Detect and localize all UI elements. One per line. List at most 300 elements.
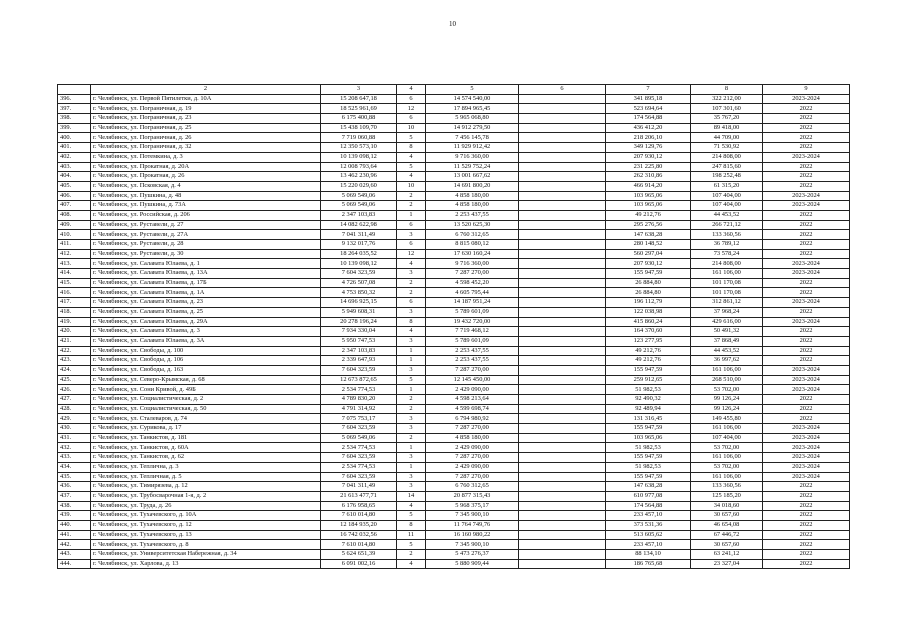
row-number: 431. xyxy=(58,433,91,443)
cost-cell-8: 125 185,20 xyxy=(691,491,763,501)
count-cell: 4 xyxy=(397,259,426,269)
cost-cell-7: 436 412,20 xyxy=(606,123,691,133)
cost-cell-8: 107 404,00 xyxy=(691,191,763,201)
period-cell: 2023-2024 xyxy=(763,201,850,211)
address-cell: г. Челябинск, ул. Тухачевского, д. 13 xyxy=(91,530,321,540)
cost-cell-8: 46 654,08 xyxy=(691,520,763,530)
cost-cell-5: 2 429 090,00 xyxy=(426,385,519,395)
period-cell: 2023-2024 xyxy=(763,317,850,327)
count-cell: 1 xyxy=(397,385,426,395)
total-cost-cell: 7 041 311,49 xyxy=(321,482,397,492)
total-cost-cell: 6 176 958,65 xyxy=(321,501,397,511)
cost-cell-6 xyxy=(519,152,606,162)
header-cell xyxy=(58,85,91,95)
table-row xyxy=(58,152,850,162)
address-cell: г. Челябинск, ул. Теплична, д. 3 xyxy=(91,462,321,472)
count-cell: 3 xyxy=(397,424,426,434)
total-cost-cell: 7 604 323,59 xyxy=(321,472,397,482)
cost-cell-7: 218 206,10 xyxy=(606,133,691,143)
cost-cell-8: 73 578,24 xyxy=(691,249,763,259)
total-cost-cell: 2 347 103,83 xyxy=(321,210,397,220)
count-cell: 2 xyxy=(397,288,426,298)
row-number: 422. xyxy=(58,346,91,356)
cost-cell-7: 123 277,95 xyxy=(606,336,691,346)
total-cost-cell: 7 604 323,59 xyxy=(321,365,397,375)
cost-cell-6 xyxy=(519,278,606,288)
address-cell: г. Челябинск, ул. Сурикова, д. 17 xyxy=(91,424,321,434)
cost-cell-5: 7 287 270,00 xyxy=(426,269,519,279)
row-number: 419. xyxy=(58,317,91,327)
cost-cell-7: 49 212,76 xyxy=(606,356,691,366)
row-number: 399. xyxy=(58,123,91,133)
cost-cell-8: 37 968,24 xyxy=(691,307,763,317)
period-cell: 2022 xyxy=(763,395,850,405)
address-cell: г. Челябинск, ул. Танкистов, д. 181 xyxy=(91,433,321,443)
cost-cell-5: 2 429 090,00 xyxy=(426,462,519,472)
cost-cell-7: 295 276,56 xyxy=(606,220,691,230)
count-cell: 5 xyxy=(397,162,426,172)
total-cost-cell: 7 604 323,59 xyxy=(321,453,397,463)
cost-cell-6 xyxy=(519,172,606,182)
address-cell: г. Челябинск, ул. Трубосварочная 1-я, д. 2 xyxy=(91,491,321,501)
cost-cell-7: 147 638,28 xyxy=(606,230,691,240)
period-cell: 2023-2024 xyxy=(763,385,850,395)
cost-cell-8: 247 815,60 xyxy=(691,162,763,172)
count-cell: 2 xyxy=(397,395,426,405)
cost-cell-5: 5 789 601,09 xyxy=(426,336,519,346)
cost-cell-5: 5 968 375,17 xyxy=(426,501,519,511)
total-cost-cell: 15 220 029,60 xyxy=(321,181,397,191)
period-cell: 2022 xyxy=(763,530,850,540)
cost-cell-5: 11 529 752,24 xyxy=(426,162,519,172)
table-row xyxy=(58,520,850,530)
count-cell: 8 xyxy=(397,317,426,327)
cost-cell-6 xyxy=(519,288,606,298)
address-cell: г. Челябинск, ул. Пограничная, д. 32 xyxy=(91,143,321,153)
address-cell: г. Челябинск, ул. Пограничная, д. 23 xyxy=(91,114,321,124)
period-cell: 2023-2024 xyxy=(763,462,850,472)
table-row xyxy=(58,530,850,540)
cost-cell-8: 53 702,00 xyxy=(691,443,763,453)
cost-cell-5: 17 630 160,24 xyxy=(426,249,519,259)
row-number: 438. xyxy=(58,501,91,511)
period-cell: 2022 xyxy=(763,230,850,240)
count-cell: 6 xyxy=(397,240,426,250)
cost-cell-5: 2 253 437,55 xyxy=(426,210,519,220)
row-number: 402. xyxy=(58,152,91,162)
period-cell: 2022 xyxy=(763,133,850,143)
period-cell: 2022 xyxy=(763,336,850,346)
row-number: 397. xyxy=(58,104,91,114)
count-cell: 10 xyxy=(397,181,426,191)
row-number: 426. xyxy=(58,385,91,395)
row-number: 434. xyxy=(58,462,91,472)
table-row xyxy=(58,94,850,104)
cost-cell-6 xyxy=(519,94,606,104)
cost-cell-6 xyxy=(519,404,606,414)
cost-cell-5: 11 929 912,42 xyxy=(426,143,519,153)
cost-cell-7: 259 912,65 xyxy=(606,375,691,385)
cost-cell-6 xyxy=(519,269,606,279)
cost-cell-6 xyxy=(519,143,606,153)
table-row xyxy=(58,259,850,269)
address-cell: г. Челябинск, ул. Танкистов, д. 60А xyxy=(91,443,321,453)
table-row xyxy=(58,424,850,434)
cost-cell-6 xyxy=(519,133,606,143)
total-cost-cell: 7 604 323,59 xyxy=(321,269,397,279)
count-cell: 3 xyxy=(397,472,426,482)
cost-cell-6 xyxy=(519,443,606,453)
row-number: 440. xyxy=(58,520,91,530)
count-cell: 10 xyxy=(397,123,426,133)
total-cost-cell: 20 278 196,24 xyxy=(321,317,397,327)
period-cell: 2023-2024 xyxy=(763,259,850,269)
period-cell: 2023-2024 xyxy=(763,375,850,385)
cost-cell-7: 26 884,80 xyxy=(606,288,691,298)
row-number: 441. xyxy=(58,530,91,540)
count-cell: 6 xyxy=(397,220,426,230)
row-number: 415. xyxy=(58,278,91,288)
count-cell: 4 xyxy=(397,327,426,337)
address-cell: г. Челябинск, ул. Тепличная, д. 5 xyxy=(91,472,321,482)
total-cost-cell: 14 082 622,98 xyxy=(321,220,397,230)
cost-cell-7: 280 148,52 xyxy=(606,240,691,250)
row-number: 428. xyxy=(58,404,91,414)
count-cell: 3 xyxy=(397,414,426,424)
count-cell: 3 xyxy=(397,307,426,317)
address-cell: г. Челябинск, ул. Харлова, д. 13 xyxy=(91,559,321,569)
row-number: 404. xyxy=(58,172,91,182)
cost-cell-8: 35 767,20 xyxy=(691,114,763,124)
count-cell: 4 xyxy=(397,172,426,182)
cost-cell-8: 37 868,49 xyxy=(691,336,763,346)
table-row xyxy=(58,327,850,337)
cost-cell-7: 341 895,18 xyxy=(606,94,691,104)
header-cell: 6 xyxy=(519,85,606,95)
cost-cell-8: 133 360,56 xyxy=(691,230,763,240)
address-cell: г. Челябинск, ул. Прокатная, д. 26 xyxy=(91,172,321,182)
cost-cell-8: 198 252,48 xyxy=(691,172,763,182)
table-row xyxy=(58,162,850,172)
total-cost-cell: 13 462 230,96 xyxy=(321,172,397,182)
total-cost-cell: 7 719 060,88 xyxy=(321,133,397,143)
count-cell: 11 xyxy=(397,530,426,540)
count-cell: 4 xyxy=(397,501,426,511)
cost-cell-7: 164 370,60 xyxy=(606,327,691,337)
period-cell: 2023-2024 xyxy=(763,191,850,201)
cost-cell-6 xyxy=(519,501,606,511)
cost-cell-8: 44 453,52 xyxy=(691,346,763,356)
cost-cell-8: 30 657,60 xyxy=(691,540,763,550)
address-cell: г. Челябинск, ул. Пограничная, д. 19 xyxy=(91,104,321,114)
table-row xyxy=(58,511,850,521)
count-cell: 8 xyxy=(397,520,426,530)
period-cell: 2022 xyxy=(763,249,850,259)
row-number: 444. xyxy=(58,559,91,569)
cost-cell-6 xyxy=(519,210,606,220)
period-cell: 2022 xyxy=(763,491,850,501)
row-number: 433. xyxy=(58,453,91,463)
cost-cell-8: 89 418,00 xyxy=(691,123,763,133)
cost-cell-6 xyxy=(519,181,606,191)
cost-cell-8: 30 657,60 xyxy=(691,511,763,521)
cost-cell-7: 26 884,80 xyxy=(606,278,691,288)
cost-cell-7: 610 977,08 xyxy=(606,491,691,501)
cost-cell-7: 51 982,53 xyxy=(606,443,691,453)
row-number: 421. xyxy=(58,336,91,346)
address-cell: г. Челябинск, ул. Труда, д. 26 xyxy=(91,501,321,511)
cost-cell-5: 9 716 360,00 xyxy=(426,259,519,269)
cost-cell-6 xyxy=(519,298,606,308)
address-cell: г. Челябинск, ул. Псковская, д. 4 xyxy=(91,181,321,191)
total-cost-cell: 12 008 793,64 xyxy=(321,162,397,172)
page-number: 10 xyxy=(449,20,456,28)
table-row xyxy=(58,143,850,153)
table-row xyxy=(58,133,850,143)
period-cell: 2022 xyxy=(763,550,850,560)
period-cell: 2022 xyxy=(763,278,850,288)
table-row xyxy=(58,317,850,327)
period-cell: 2022 xyxy=(763,346,850,356)
count-cell: 6 xyxy=(397,114,426,124)
total-cost-cell: 5 069 549,06 xyxy=(321,191,397,201)
table-row xyxy=(58,336,850,346)
period-cell: 2023-2024 xyxy=(763,453,850,463)
total-cost-cell: 5 069 549,06 xyxy=(321,433,397,443)
cost-cell-6 xyxy=(519,559,606,569)
cost-cell-7: 103 965,06 xyxy=(606,191,691,201)
cost-cell-6 xyxy=(519,327,606,337)
cost-cell-5: 4 858 180,00 xyxy=(426,201,519,211)
cost-cell-5: 6 760 312,65 xyxy=(426,230,519,240)
address-cell: г. Челябинск, ул. Салавата Юлаева, д. 1А xyxy=(91,288,321,298)
address-cell: г. Челябинск, ул. Танкистов, д. 62 xyxy=(91,453,321,463)
cost-cell-7: 560 297,04 xyxy=(606,249,691,259)
cost-cell-7: 155 947,59 xyxy=(606,472,691,482)
address-cell: г. Челябинск, ул. Свободы, д. 100 xyxy=(91,346,321,356)
table-row xyxy=(58,501,850,511)
cost-cell-6 xyxy=(519,375,606,385)
address-cell: г. Челябинск, ул. Первой Пятилетки, д. 10А xyxy=(91,94,321,104)
table-row xyxy=(58,443,850,453)
cost-cell-8: 322 212,00 xyxy=(691,94,763,104)
count-cell: 1 xyxy=(397,443,426,453)
cost-cell-7: 88 134,10 xyxy=(606,550,691,560)
cost-cell-7: 155 947,59 xyxy=(606,365,691,375)
cost-cell-6 xyxy=(519,414,606,424)
table-row xyxy=(58,462,850,472)
total-cost-cell: 7 075 753,17 xyxy=(321,414,397,424)
cost-cell-6 xyxy=(519,346,606,356)
cost-cell-8: 44 453,52 xyxy=(691,210,763,220)
cost-cell-7: 207 930,12 xyxy=(606,259,691,269)
total-cost-cell: 7 934 330,04 xyxy=(321,327,397,337)
total-cost-cell: 7 610 014,80 xyxy=(321,540,397,550)
address-cell: г. Челябинск, ул. Свободы, д. 163 xyxy=(91,365,321,375)
count-cell: 5 xyxy=(397,511,426,521)
row-number: 412. xyxy=(58,249,91,259)
cost-cell-7: 415 860,24 xyxy=(606,317,691,327)
period-cell: 2022 xyxy=(763,540,850,550)
cost-cell-7: 523 694,64 xyxy=(606,104,691,114)
address-cell: г. Челябинск, ул. Салавата Юлаева, д. 23 xyxy=(91,298,321,308)
cost-cell-7: 155 947,59 xyxy=(606,269,691,279)
cost-cell-6 xyxy=(519,104,606,114)
table-row xyxy=(58,385,850,395)
cost-cell-7: 155 947,59 xyxy=(606,424,691,434)
cost-cell-5: 4 858 180,00 xyxy=(426,191,519,201)
address-cell: г. Челябинск, ул. Руставели, д. 30 xyxy=(91,249,321,259)
header-cell: 7 xyxy=(606,85,691,95)
row-number: 418. xyxy=(58,307,91,317)
cost-cell-8: 161 106,00 xyxy=(691,269,763,279)
cost-cell-5: 17 894 965,45 xyxy=(426,104,519,114)
address-cell: г. Челябинск, ул. Тухачевского, д. 12 xyxy=(91,520,321,530)
total-cost-cell: 5 950 747,53 xyxy=(321,336,397,346)
table-row xyxy=(58,114,850,124)
cost-cell-8: 61 315,20 xyxy=(691,181,763,191)
period-cell: 2023-2024 xyxy=(763,424,850,434)
count-cell: 2 xyxy=(397,404,426,414)
table-row xyxy=(58,210,850,220)
cost-cell-5: 9 716 360,00 xyxy=(426,152,519,162)
cost-cell-5: 13 520 625,30 xyxy=(426,220,519,230)
address-cell: г. Челябинск, ул. Северо-Крымская, д. 68 xyxy=(91,375,321,385)
table-row xyxy=(58,298,850,308)
count-cell: 3 xyxy=(397,365,426,375)
cost-cell-5: 19 432 720,00 xyxy=(426,317,519,327)
period-cell: 2022 xyxy=(763,288,850,298)
cost-cell-6 xyxy=(519,424,606,434)
cost-cell-7: 233 457,10 xyxy=(606,511,691,521)
cost-cell-8: 149 455,80 xyxy=(691,414,763,424)
count-cell: 6 xyxy=(397,94,426,104)
cost-cell-7: 92 489,94 xyxy=(606,404,691,414)
total-cost-cell: 6 091 002,16 xyxy=(321,559,397,569)
table-row xyxy=(58,540,850,550)
total-cost-cell: 4 726 507,08 xyxy=(321,278,397,288)
count-cell: 3 xyxy=(397,453,426,463)
row-number: 430. xyxy=(58,424,91,434)
cost-cell-5: 4 598 213,64 xyxy=(426,395,519,405)
row-number: 400. xyxy=(58,133,91,143)
cost-cell-8: 429 616,00 xyxy=(691,317,763,327)
cost-cell-7: 233 457,10 xyxy=(606,540,691,550)
cost-cell-5: 5 880 909,44 xyxy=(426,559,519,569)
cost-cell-8: 214 808,00 xyxy=(691,152,763,162)
total-cost-cell: 18 264 035,52 xyxy=(321,249,397,259)
period-cell: 2023-2024 xyxy=(763,152,850,162)
cost-cell-6 xyxy=(519,491,606,501)
cost-cell-7: 131 316,45 xyxy=(606,414,691,424)
cost-cell-6 xyxy=(519,191,606,201)
cost-cell-8: 23 327,04 xyxy=(691,559,763,569)
count-cell: 5 xyxy=(397,375,426,385)
total-cost-cell: 2 347 103,83 xyxy=(321,346,397,356)
cost-cell-6 xyxy=(519,472,606,482)
count-cell: 3 xyxy=(397,336,426,346)
cost-cell-5: 2 253 437,55 xyxy=(426,356,519,366)
cost-cell-8: 71 530,92 xyxy=(691,143,763,153)
cost-cell-8: 266 721,12 xyxy=(691,220,763,230)
address-cell: г. Челябинск, ул. Сталеваров, д. 74 xyxy=(91,414,321,424)
cost-cell-5: 13 001 667,62 xyxy=(426,172,519,182)
cost-cell-7: 186 765,68 xyxy=(606,559,691,569)
address-cell: г. Челябинск, ул. Пограничная, д. 25 xyxy=(91,123,321,133)
table-row xyxy=(58,365,850,375)
cost-cell-6 xyxy=(519,511,606,521)
cost-cell-6 xyxy=(519,395,606,405)
table-row xyxy=(58,404,850,414)
row-number: 409. xyxy=(58,220,91,230)
header-cell: 8 xyxy=(691,85,763,95)
cost-cell-6 xyxy=(519,385,606,395)
cost-cell-7: 174 564,88 xyxy=(606,114,691,124)
table-row xyxy=(58,414,850,424)
row-number: 416. xyxy=(58,288,91,298)
row-number: 408. xyxy=(58,210,91,220)
row-number: 432. xyxy=(58,443,91,453)
address-cell: г. Челябинск, ул. Социалистическая, д. 2 xyxy=(91,395,321,405)
period-cell: 2022 xyxy=(763,123,850,133)
count-cell: 2 xyxy=(397,550,426,560)
cost-cell-6 xyxy=(519,249,606,259)
total-cost-cell: 12 673 872,65 xyxy=(321,375,397,385)
cost-cell-8: 44 709,00 xyxy=(691,133,763,143)
cost-cell-8: 36 997,62 xyxy=(691,356,763,366)
address-cell: г. Челябинск, ул. Салавата Юлаева, д. 3 xyxy=(91,327,321,337)
cost-cell-6 xyxy=(519,201,606,211)
table-row xyxy=(58,220,850,230)
cost-cell-6 xyxy=(519,453,606,463)
header-cell: 3 xyxy=(321,85,397,95)
total-cost-cell: 12 184 935,20 xyxy=(321,520,397,530)
total-cost-cell: 6 175 400,88 xyxy=(321,114,397,124)
row-number: 414. xyxy=(58,269,91,279)
period-cell: 2022 xyxy=(763,520,850,530)
cost-cell-7: 513 605,62 xyxy=(606,530,691,540)
row-number: 443. xyxy=(58,550,91,560)
cost-cell-7: 103 965,06 xyxy=(606,201,691,211)
row-number: 420. xyxy=(58,327,91,337)
table-row xyxy=(58,288,850,298)
period-cell: 2022 xyxy=(763,501,850,511)
cost-cell-8: 107 301,60 xyxy=(691,104,763,114)
total-cost-cell: 18 525 961,69 xyxy=(321,104,397,114)
total-cost-cell: 2 534 774,53 xyxy=(321,385,397,395)
row-number: 403. xyxy=(58,162,91,172)
address-cell: г. Челябинск, ул. Свободы, д. 106 xyxy=(91,356,321,366)
cost-cell-6 xyxy=(519,356,606,366)
cost-cell-7: 51 982,53 xyxy=(606,385,691,395)
table-row xyxy=(58,191,850,201)
total-cost-cell: 10 139 098,12 xyxy=(321,259,397,269)
header-cell: 2 xyxy=(91,85,321,95)
table-row xyxy=(58,249,850,259)
count-cell: 2 xyxy=(397,433,426,443)
cost-cell-8: 53 702,00 xyxy=(691,385,763,395)
cost-cell-5: 5 789 601,09 xyxy=(426,307,519,317)
period-cell: 2022 xyxy=(763,210,850,220)
count-cell: 5 xyxy=(397,540,426,550)
total-cost-cell: 5 624 651,39 xyxy=(321,550,397,560)
period-cell: 2023-2024 xyxy=(763,472,850,482)
total-cost-cell: 7 041 311,49 xyxy=(321,230,397,240)
cost-cell-8: 312 861,12 xyxy=(691,298,763,308)
count-cell: 3 xyxy=(397,269,426,279)
total-cost-cell: 14 696 925,15 xyxy=(321,298,397,308)
period-cell: 2023-2024 xyxy=(763,269,850,279)
